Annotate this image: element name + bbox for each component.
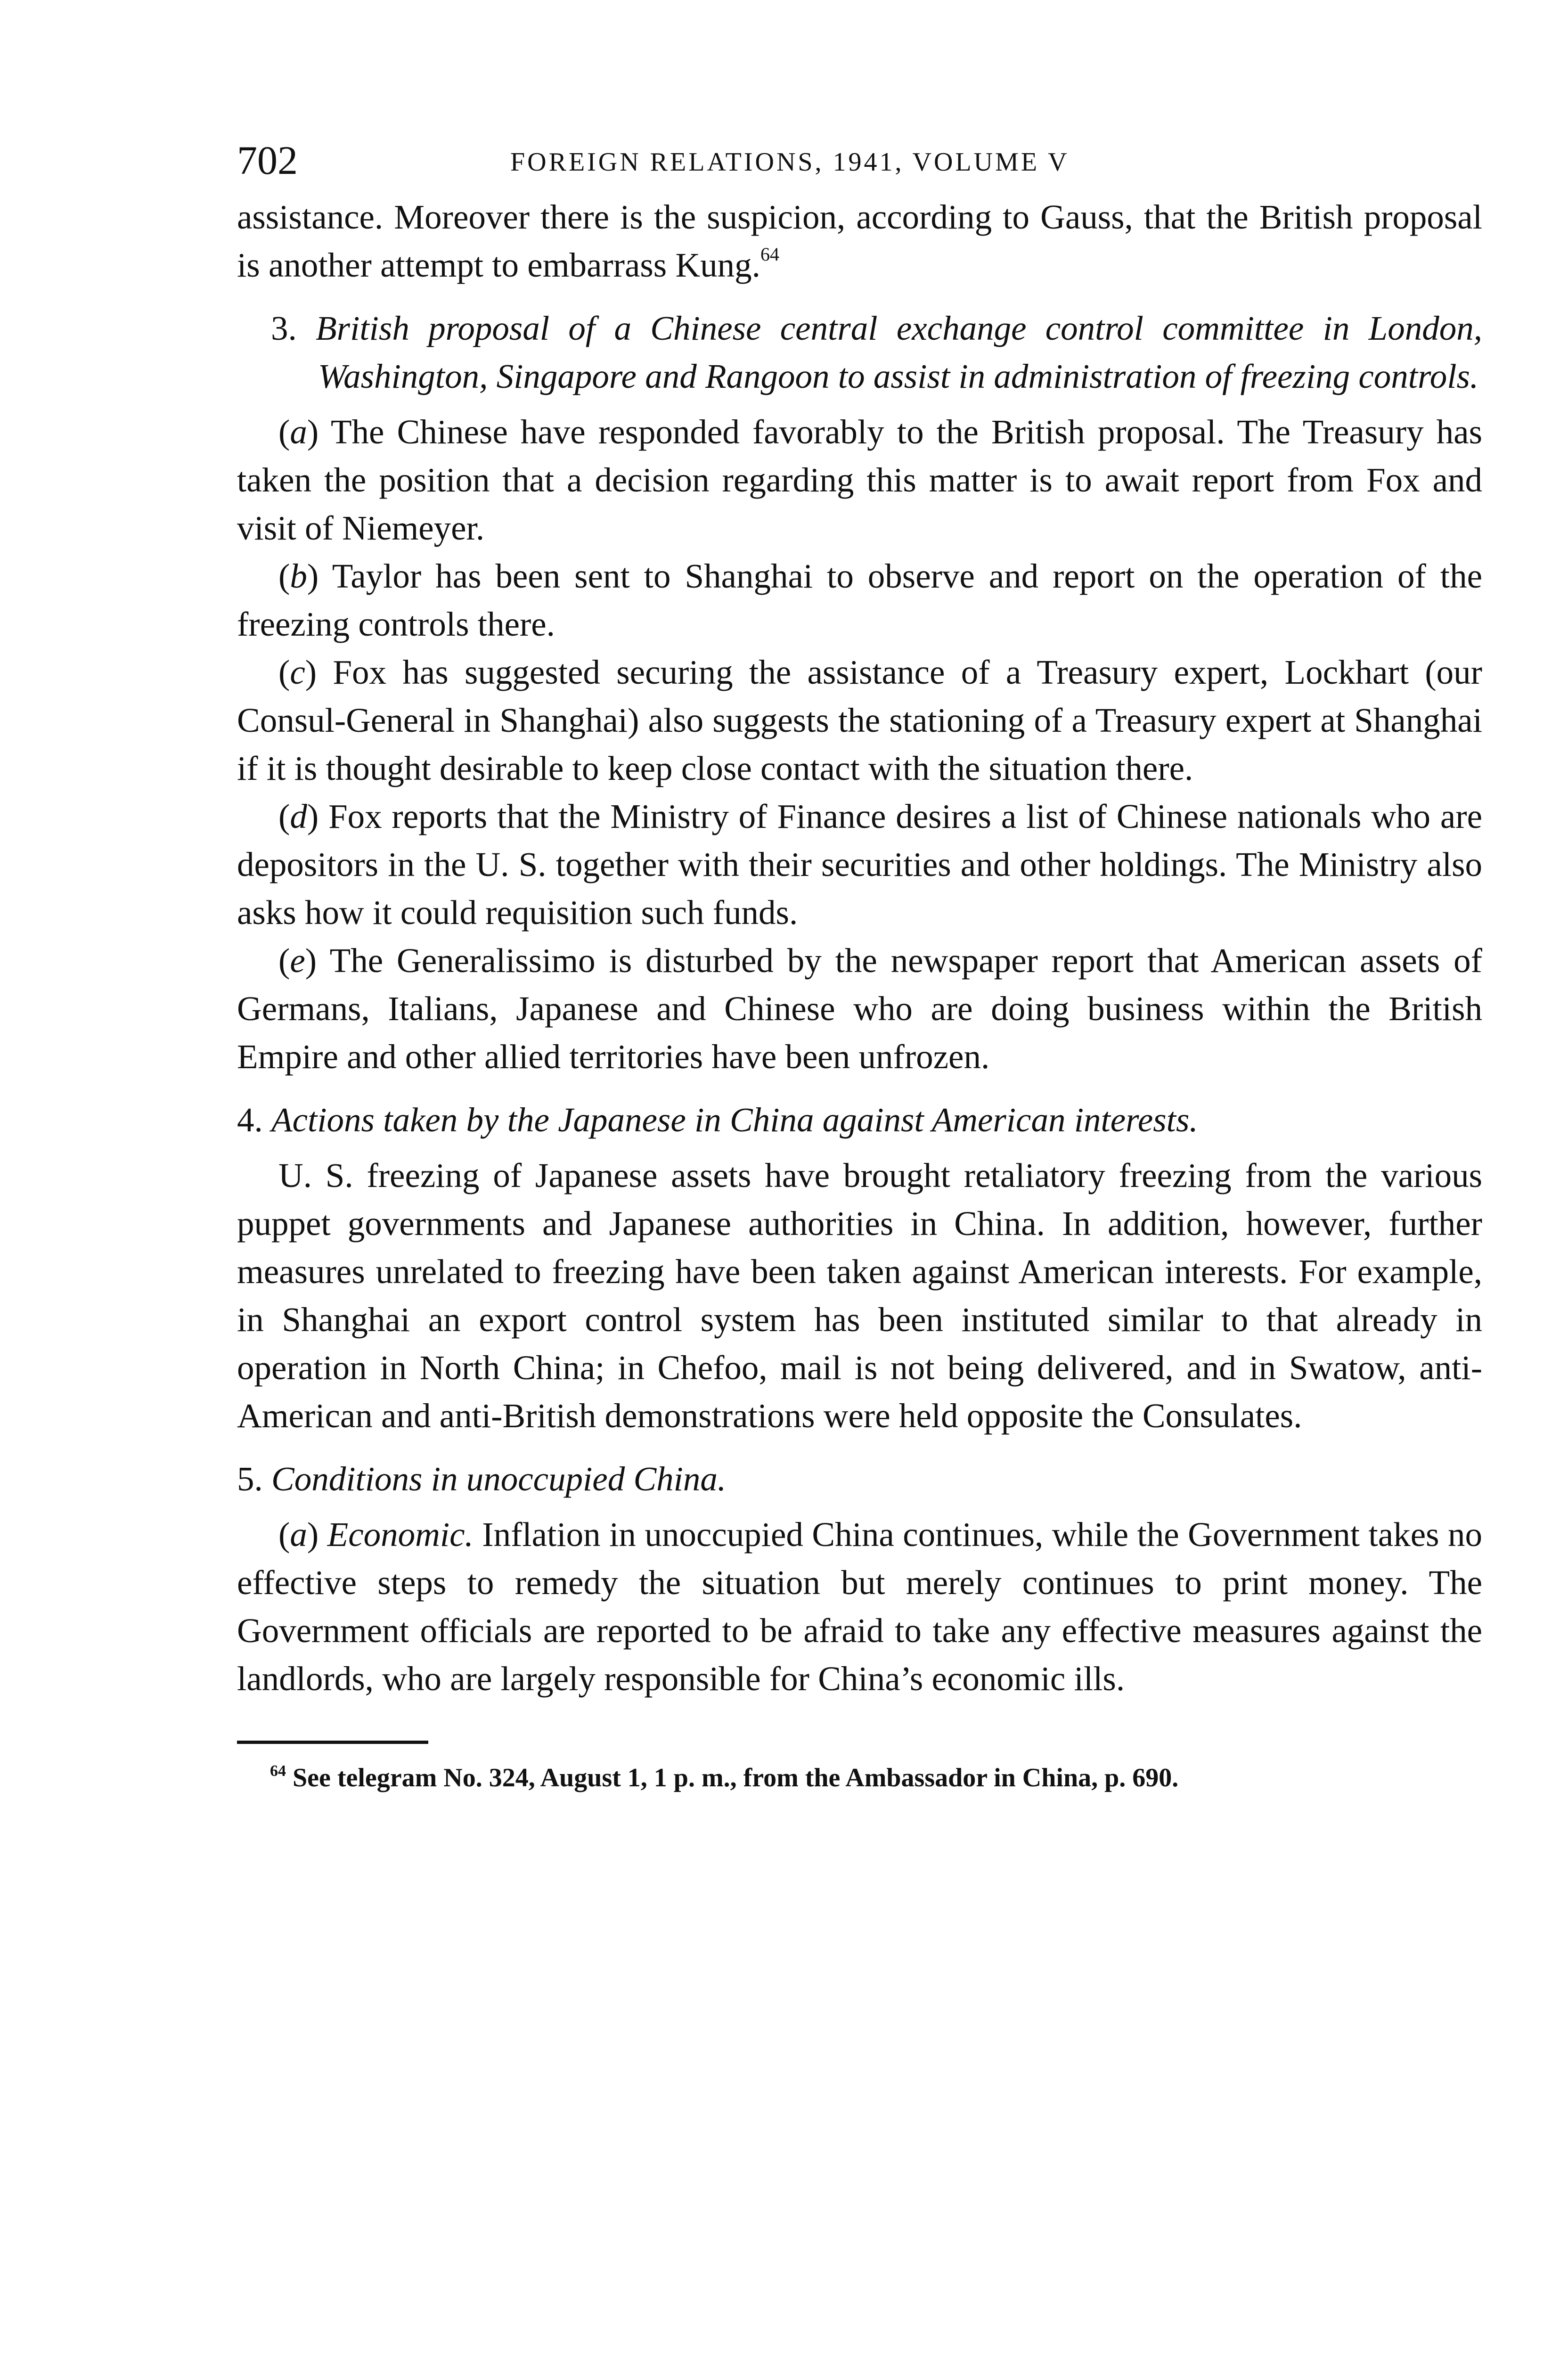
item-label: a [290,1515,307,1554]
item-text: The Chinese have responded favorably to the British proposal. The Treasury has taken the position that a decision regarding this matter is to await report from Fox and visit of Niemeyer. [237,413,1482,547]
section-3-heading [237,304,1482,401]
section-4-heading [237,1096,1482,1144]
item-label: e [290,941,305,980]
item-label: a [290,413,307,451]
running-head [237,137,1482,193]
footnote-marker: 64 [270,1762,286,1780]
section-3-item-b: (b) Taylor has been sent to Shanghai to observe and report on the operation of the freezing controls there. [237,557,1482,643]
section-3-item-e: (e) The Generalissimo is disturbed by the newspaper report that American assets of Germans, Italians, Japanese and Chinese who are doing business within the British Empire and other allied territories have been unfrozen. [237,941,1482,1076]
intro-paragraph [237,193,1482,289]
section-5-item-a: (a) Economic. Inflation in unoccupied China continues, while the Government takes no effective steps to remedy the situation but merely continues to print money. The Government officials are reported to be afraid to take any effective measures against the landlords, who are largely responsible for China’s economic ills. [237,1515,1483,1698]
section-3-item-d: (d) Fox reports that the Ministry of Finance desires a list of Chinese nationals who are depositors in the U. S. together with their securities and other holdings. The Ministry also asks how it could requisition such funds. [237,797,1482,932]
section-3-item-a: (a) The Chinese have responded favorably to the British proposal. The Treasury has taken the position that a decision regarding this matter is to await report from Fox and visit of Niemeyer. [237,413,1482,547]
footnote [237,1761,1482,1795]
section-4-title: Actions taken by the Japanese in China against American interests. [271,1101,1198,1139]
section-4-number: 4. [237,1101,263,1139]
document-page [237,137,1482,1795]
footnote-reference[interactable]: 64 [760,244,779,265]
running-title: FOREIGN RELATIONS, 1941, VOLUME V [510,147,1070,177]
item-label: d [290,797,307,835]
item-label: c [290,653,305,691]
item-text: Inflation in unoccupied China continues, while the Government takes no effective steps to remedy the situation but merely continues to print money. The Government officials are reported to be afraid to take any effective measures against the landlords, who are largely responsible for China’s economic ills. [237,1515,1483,1698]
section-5-title: Conditions in unoccupied China. [271,1460,727,1498]
section-3-title: British proposal of a Chinese central exchange control committee in London, Washington, Singapore and Rangoon to assist in administration of freezing controls. [316,309,1483,395]
section-5-heading [237,1455,1482,1503]
intro-text: assistance. Moreover there is the suspicion, according to Gauss, that the British proposal is another attempt to embarrass Kung. [237,198,1482,284]
section-5-number: 5. [237,1460,263,1498]
footnote-text: See telegram No. 324, August 1, 1 p. m., from the Ambassador in China, p. 690. [293,1763,1179,1792]
footnote-divider [237,1741,428,1744]
item-text: The Generalissimo is disturbed by the newspaper report that American assets of Germans, Italians, Japanese and Chinese who are doing business within the British Empire and other allied territories have been unfrozen. [237,941,1482,1076]
item-label: b [290,557,307,595]
page-number: 702 [237,138,298,183]
item-text: Fox reports that the Ministry of Finance desires a list of Chinese nationals who are depositors in the U. S. together with their securities and other holdings. The Ministry also asks how it could requisition such funds. [237,797,1482,932]
section-3-item-c: (c) Fox has suggested securing the assistance of a Treasury expert, Lockhart (our Consul-General in Shanghai) also suggests the stationing of a Treasury expert at Shanghai if it is thought desirable to keep close contact with the situation there. [237,653,1482,787]
section-3-number: 3. [271,309,297,347]
section-4-paragraph: U. S. freezing of Japanese assets have brought retaliatory freezing from the various puppet governments and Japanese authorities in China. In addition, however, further measures unrelated to freezing have been taken against American interests. For example, in Shanghai an export control system has been instituted similar to that already in operation in North China; in Chefoo, mail is not being delivered, and in Swatow, anti-American and anti-British demonstrations were held opposite the Consulates. [237,1156,1482,1435]
item-text: Fox has suggested securing the assistance of a Treasury expert, Lockhart (our Consul-General in Shanghai) also suggests the stationing of a Treasury expert at Shanghai if it is thought desirable to keep close contact with the situation there. [237,653,1482,787]
item-subtitle: Economic. [327,1515,474,1554]
item-text: Taylor has been sent to Shanghai to observe and report on the operation of the freezing controls there. [237,557,1482,643]
